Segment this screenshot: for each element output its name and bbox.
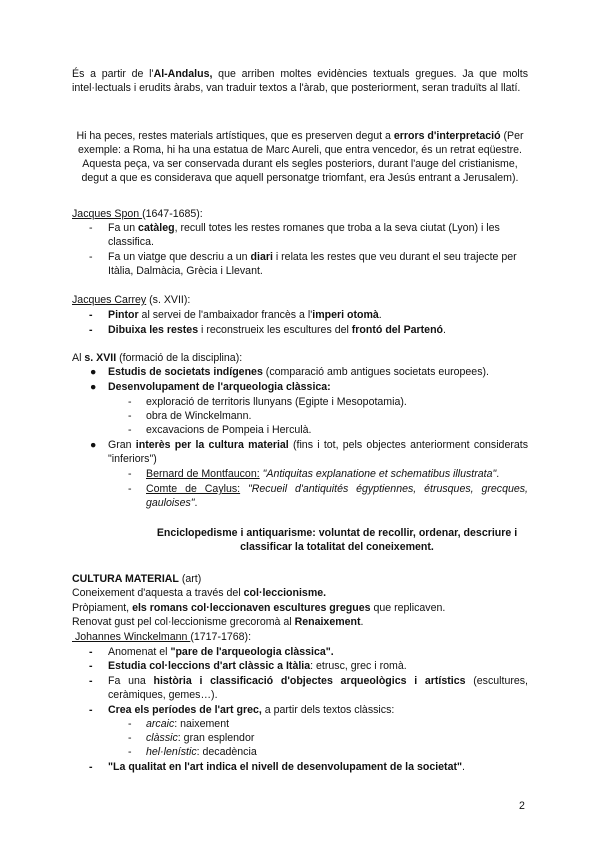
punctuation: . [462,761,465,773]
period-term: clàssic [146,732,178,744]
spon-heading [72,207,203,221]
peces-paragraph [74,129,526,185]
dash-marker: - [128,410,132,422]
winck-text: Anomenat el [108,646,171,658]
author-name: Bernard de Montfaucon: [146,468,260,480]
s17-bullet-1 [108,365,489,379]
s17-sub-1: exploració de territoris llunyans (Egipte i Mesopotamia). [146,396,407,408]
spon-item-bold: catàleg [138,222,175,234]
s17-sub2-2 [146,482,528,510]
spon-item-text: Fa un viatge que descriu a un [108,251,251,263]
dash-marker: - [89,704,93,716]
dash-marker: - [128,396,132,408]
intro-paragraph [72,67,528,95]
carrey-item-2 [108,323,528,337]
winck-item-4 [108,703,394,717]
s17-bullet-bold: Estudis de societats indígenes [108,366,263,378]
carrey-item-text: al servei de l'ambaixador francès a l' [138,309,313,321]
peces-text-rest: (Per exemple: a Roma, hi ha una estatua de Marc Aureli, que entra vencedor, és un retrat eqüestre. Aquesta peça, va ser conservada durant els segles posteriors, durant l'auge del cristianisme, degut a que es considerava que aquell personatge triomfant, era Jesús entrant a Jerusalem). [77,130,524,184]
s17-bullet-2 [108,380,331,394]
enciclopedisme-statement: Enciclopedisme i antiquarisme: voluntat de recollir, ordenar, descriure i classificar la totalitat del coneixement. [156,527,518,553]
s17-sub-3: excavacions de Pompeia i Herculà. [146,424,312,436]
intro-bold: Al-Andalus, [153,68,213,80]
spon-name: Jacques Spon [72,208,143,220]
dash-marker: - [89,324,93,336]
bullet-marker: ● [90,381,97,393]
cultura-line-2 [72,601,445,615]
dash-marker: - [89,761,93,773]
cultura-bold: Renaixement [294,616,361,628]
peces-bold: errors d'interpretació [393,130,501,142]
dash-marker: - [128,468,132,480]
winck-text: Fa una [108,675,154,687]
intro-text-rest: que arriben moltes evidències textuals gregues. Ja que molts intel·lectuals i erudits àrabs, van traduir textos a l'àrab, que posteriorment, seran traduïts al llatí. [72,68,529,94]
period-hellenistic [146,745,257,759]
cultura-line-1 [72,586,326,600]
spon-item-text: , recull totes les restes romanes que troba a la seva ciutat (Lyon) i les classifica. [108,222,500,248]
dash-marker: - [89,660,93,672]
cultura-bold: els romans col·leccionaven escultures gregues [132,602,371,614]
period-arcaic [146,717,229,731]
period-classic [146,731,254,745]
carrey-item-text: . [443,324,446,336]
winck-text: : etrusc, grec i romà. [310,660,407,672]
author-name: Comte de Caylus: [146,483,241,495]
dash-marker: - [89,309,93,321]
work-title: "Recueil d'antiquités égyptiennes, étrusques, grecques, gauloises" [146,483,529,509]
winck-item-1 [108,645,334,659]
carrey-item-bold: Pintor [108,309,139,321]
cultura-text: Coneixement d'aquesta a través del [72,587,244,599]
period-term: hel·lenístic [146,746,197,758]
cultura-title: CULTURA MATERIAL [72,573,179,585]
carrey-item-bold: frontó del Partenó [351,324,444,336]
carrey-item-1 [108,308,528,322]
cultura-text: . [360,616,364,628]
winck-text: a partir dels textos clàssics: [261,704,395,716]
s17-bullet-bold: Desenvolupament de l'arqueologia clàssica: [108,381,331,393]
winck-bold: Crea els períodes de l'art grec, [108,704,262,716]
cultura-text: Renovat gust pel col·leccionisme grecoromà al [72,616,295,628]
period-desc: : gran esplendor [177,732,255,744]
winck-text: (escultures, ceràmiques, gemes…). [108,675,528,701]
carrey-item-bold: imperi otomà [312,309,379,321]
s17-bullet-3 [108,438,528,466]
cultura-title-rest: (art) [178,573,202,585]
s17-text: (formació de la disciplina): [116,352,243,364]
period-desc: : decadència [196,746,257,758]
carrey-item-text: . [378,309,382,321]
spon-item-text: i relata les restes que veu durant el seu trajecte per Itàlia, Dalmàcia, Grècia i Llevant. [108,251,517,277]
page-number: 2 [519,800,525,812]
peces-text: Hi ha peces, restes materials artístiques, que es preserven degut a [76,130,394,142]
dash-marker: - [128,746,132,758]
dash-marker: - [128,424,132,436]
s17-heading [72,351,242,365]
dash-marker: - [128,718,132,730]
s17-sub2-1 [146,467,528,481]
s17-bold: s. XVII [84,352,117,364]
s17-text: Al [72,352,85,364]
intro-text: És a partir de l' [72,68,154,80]
punctuation: . [194,497,198,509]
winckelmann-heading [72,630,251,644]
s17-bullet-text: Gran [108,439,136,451]
s17-bullet-bold: interès per la cultura material [135,439,289,451]
winck-bold: Estudia col·leccions d'art clàssic a Itàlia [108,660,311,672]
dash-marker: - [128,483,132,495]
winck-bold: història i classificació d'objectes arqueològics i artístics [153,675,466,687]
carrey-name: Jacques Carrey [72,294,147,306]
carrey-heading [72,293,190,307]
period-desc: : naixement [174,718,230,730]
punctuation: . [496,468,500,480]
dash-marker: - [89,675,93,687]
spon-item-1 [108,221,528,249]
carrey-item-bold: Dibuixa les restes [108,324,199,336]
s17-bullet-text: (fins i tot, pels objectes anteriorment considerats "inferiors") [108,439,529,465]
winck-bold: "La qualitat en l'art indica el nivell de desenvolupament de la societat" [108,761,463,773]
winck-bold: "pare de l'arqueologia clàssica". [170,646,334,658]
cultura-text: que replicaven. [370,602,446,614]
carrey-item-text: i reconstrueix les escultures del [198,324,352,336]
cultura-line-3 [72,615,363,629]
winckelmann-name: Johannes Winckelmann [72,631,191,643]
bullet-marker: ● [90,366,97,378]
winck-item-2 [108,659,407,673]
cultura-heading [72,572,201,586]
dash-marker: - [89,251,93,263]
carrey-dates: (s. XVII): [146,294,191,306]
cultura-text: Pròpiament, [72,602,133,614]
s17-sub-2: obra de Winckelmann. [146,410,252,422]
dash-marker: - [128,732,132,744]
winck-item-5 [108,760,465,774]
spon-item-text: Fa un [108,222,139,234]
period-term: arcaic [146,718,175,730]
winck-item-3 [108,674,528,702]
dash-marker: - [89,222,93,234]
dash-marker: - [89,646,93,658]
spon-item-bold: diari [250,251,273,263]
bullet-marker: ● [90,439,97,451]
spon-item-2 [108,250,528,278]
winckelmann-dates: (1717-1768): [190,631,252,643]
spon-dates: (1647-1685): [142,208,203,220]
work-title: "Antiquitas explanatione et schematibus illustrata" [259,468,497,480]
cultura-bold: col·leccionisme. [243,587,327,599]
s17-bullet-text: (comparació amb antigues societats europees). [262,366,489,378]
